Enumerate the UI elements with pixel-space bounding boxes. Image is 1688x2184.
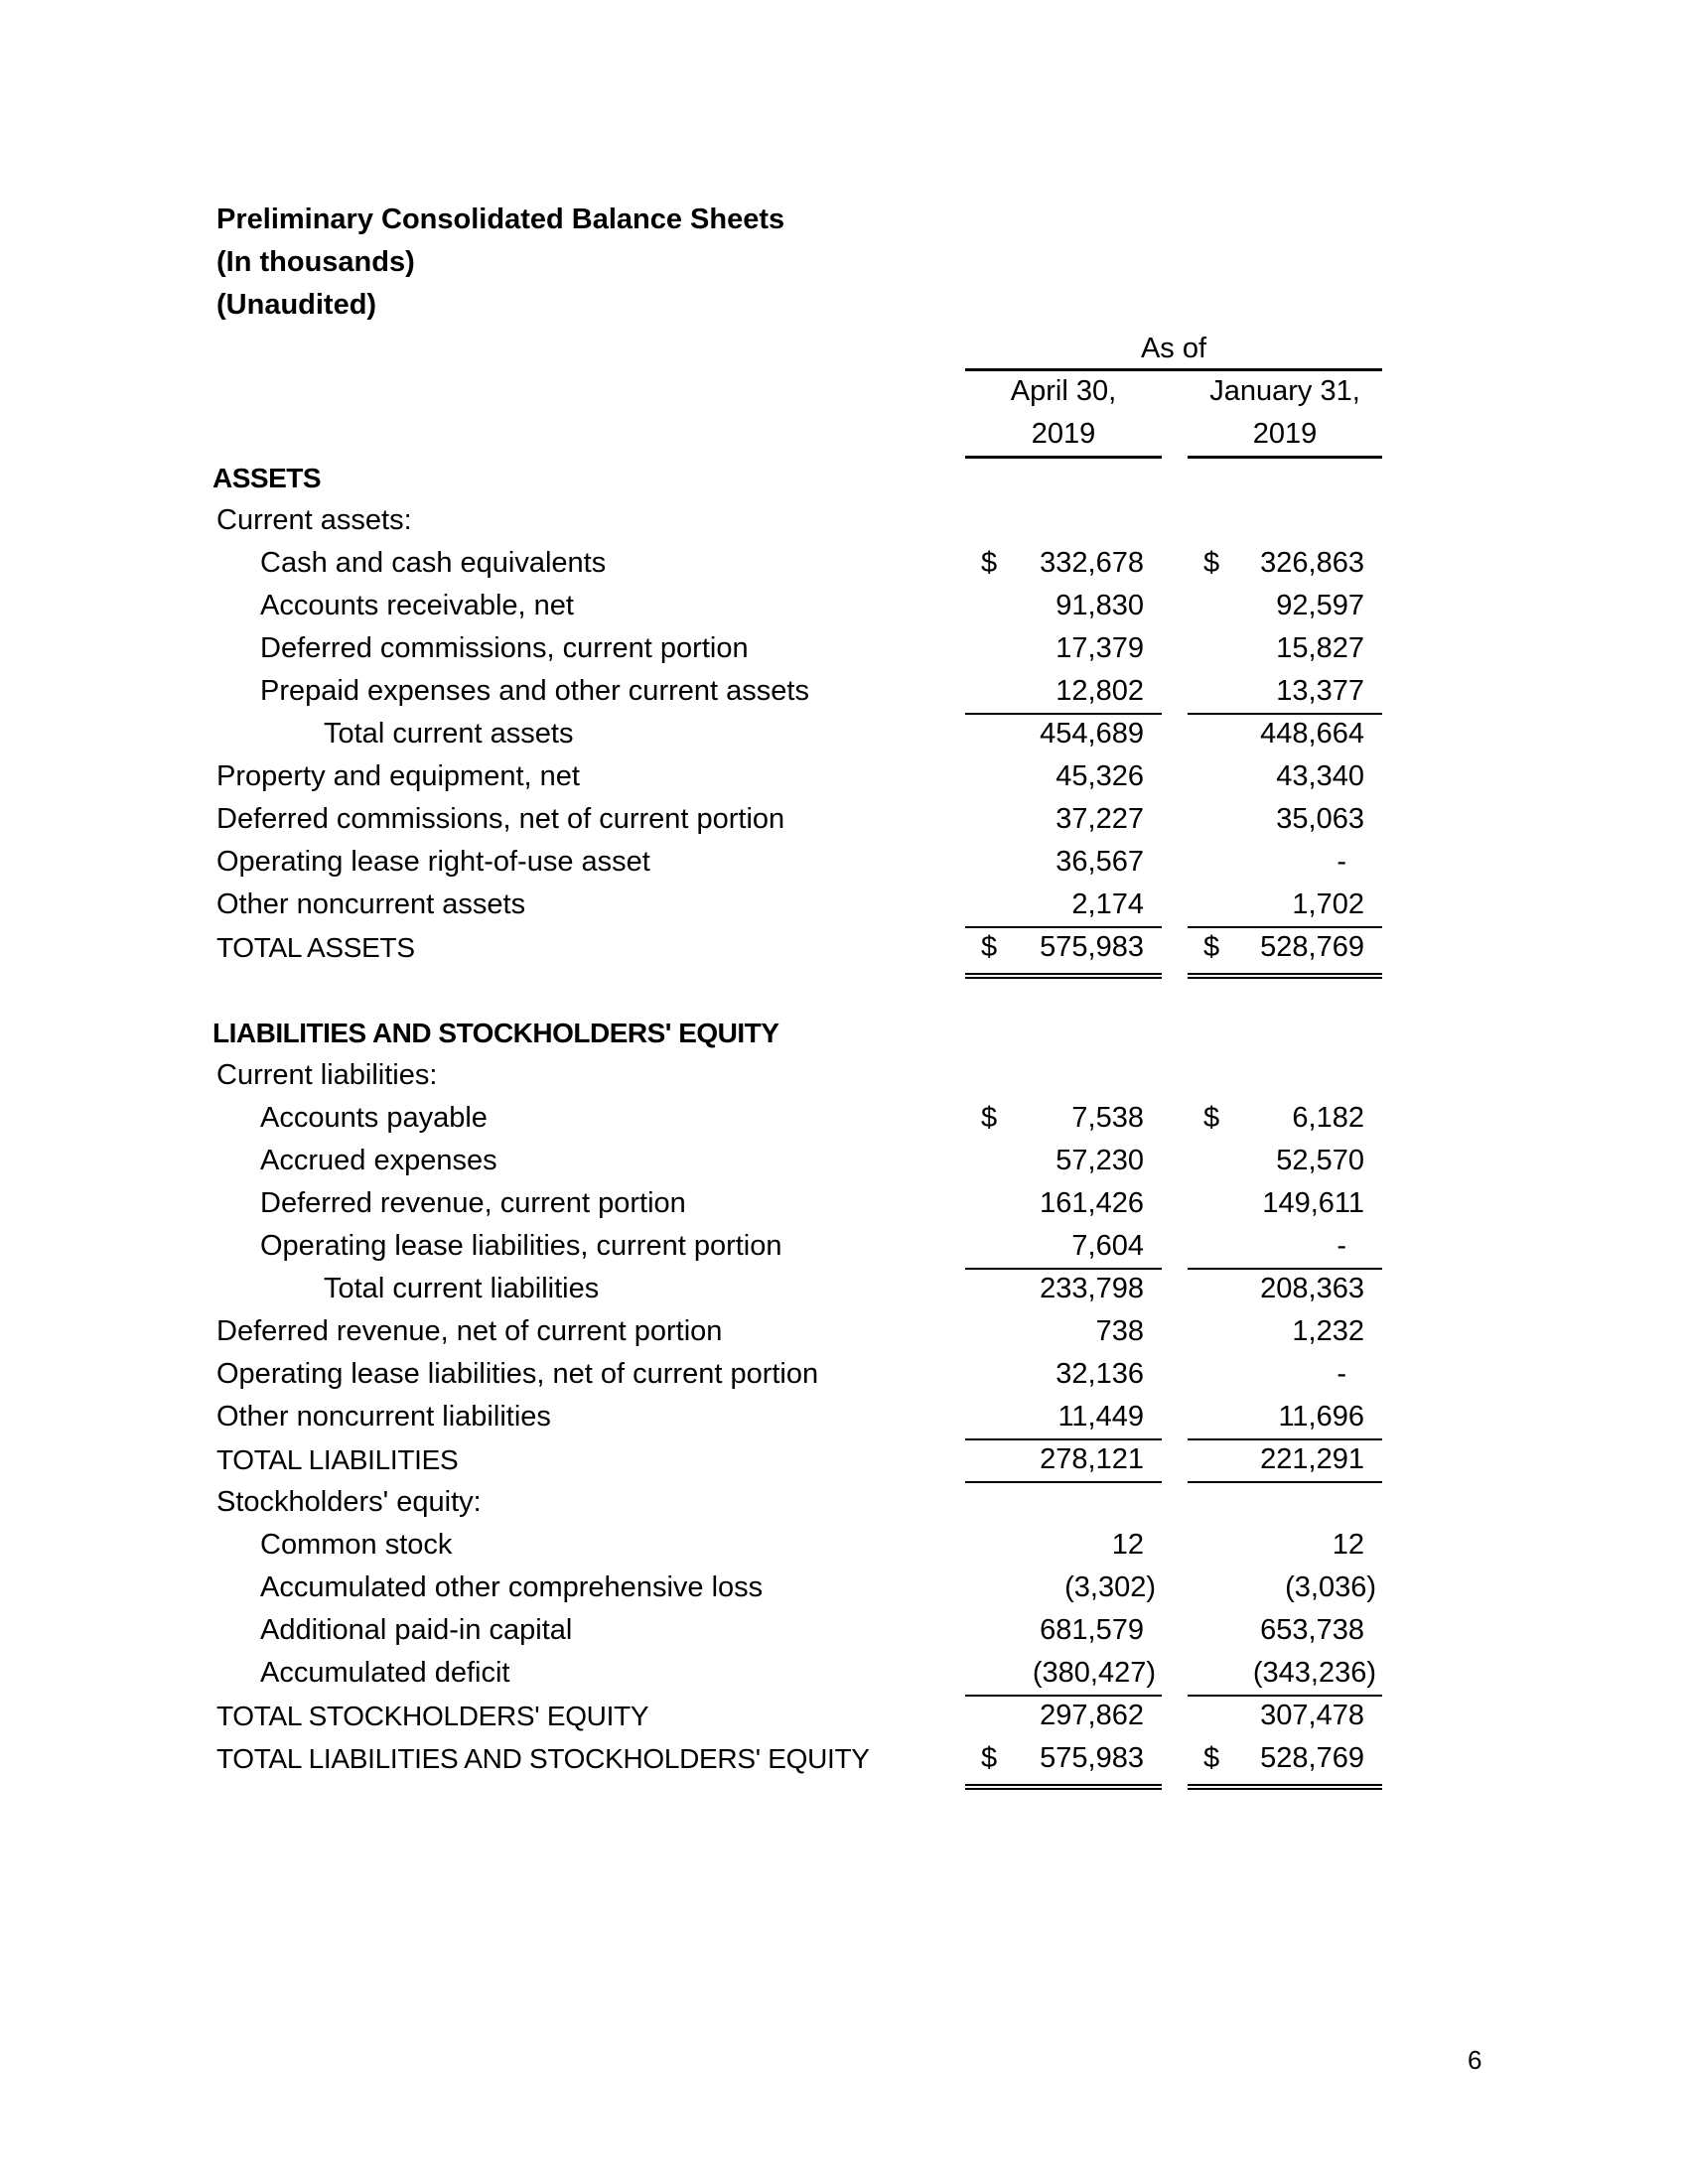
currency-symbol: $ — [1203, 1102, 1220, 1134]
amount: 52,570 — [1276, 1145, 1364, 1176]
row-label: Operating lease liabilities, current portion — [260, 1230, 782, 1262]
value-cell-january-2019 — [1188, 1438, 1382, 1483]
row-label: Total current liabilities — [324, 1273, 600, 1304]
value-cell-april-2019 — [965, 1438, 1162, 1483]
row-label: Common stock — [260, 1529, 453, 1561]
amount: 17,379 — [1055, 632, 1144, 664]
value-cell-january-2019 — [1188, 627, 1382, 670]
statement-title: Preliminary Consolidated Balance Sheets — [216, 204, 785, 235]
value-cell-april-2019 — [965, 542, 1162, 585]
row-label: Operating lease liabilities, net of current portion — [216, 1358, 819, 1390]
currency-symbol: $ — [981, 931, 998, 963]
amount: 91,830 — [1055, 590, 1144, 621]
amount: 35,063 — [1276, 803, 1364, 835]
currency-symbol: $ — [1203, 547, 1220, 579]
table-row — [0, 1695, 1688, 1737]
value-cell-january-2019 — [1188, 884, 1382, 928]
row-spacer — [0, 969, 1688, 1012]
value-cell-april-2019 — [965, 1268, 1162, 1310]
value-cell-january-2019 — [1188, 1609, 1382, 1652]
amount: 738 — [1095, 1315, 1144, 1347]
value-cell-january-2019 — [1188, 1353, 1382, 1396]
value-cell-january-2019 — [1188, 542, 1382, 585]
amount: 92,597 — [1276, 590, 1364, 621]
value-cell-april-2019 — [965, 1695, 1162, 1737]
amount: 57,230 — [1055, 1145, 1144, 1176]
amount: 1,232 — [1292, 1315, 1364, 1347]
table-row — [0, 585, 1688, 627]
value-cell-january-2019 — [1188, 1737, 1382, 1790]
row-label: Total current assets — [324, 718, 574, 750]
table-row — [0, 1268, 1688, 1310]
balance-sheet-table — [0, 457, 1688, 1780]
amount: 43,340 — [1276, 760, 1364, 792]
table-row — [0, 670, 1688, 713]
row-label: LIABILITIES AND STOCKHOLDERS' EQUITY — [212, 1018, 779, 1048]
table-row — [0, 1609, 1688, 1652]
amount: 448,664 — [1260, 718, 1364, 750]
row-label: Accounts receivable, net — [260, 590, 574, 621]
row-label: Property and equipment, net — [216, 760, 580, 792]
row-label: Deferred commissions, current portion — [260, 632, 749, 664]
value-cell-january-2019 — [1188, 585, 1382, 627]
row-label: TOTAL LIABILITIES — [216, 1444, 459, 1475]
row-label: Other noncurrent assets — [216, 888, 526, 920]
amount: 653,738 — [1260, 1614, 1364, 1646]
table-row — [0, 798, 1688, 841]
amount: (380,427) — [1032, 1657, 1156, 1689]
table-row — [0, 1524, 1688, 1567]
value-cell-april-2019 — [965, 713, 1162, 755]
table-row — [0, 1140, 1688, 1182]
value-cell-april-2019 — [965, 670, 1162, 715]
value-cell-april-2019 — [965, 798, 1162, 841]
column-header-line: January 31, — [1209, 375, 1360, 407]
amount: 6,182 — [1292, 1102, 1364, 1134]
amount: 36,567 — [1055, 846, 1144, 878]
value-cell-april-2019 — [965, 1652, 1162, 1697]
amount: 1,702 — [1292, 888, 1364, 920]
amount: 161,426 — [1040, 1187, 1144, 1219]
table-row — [0, 1353, 1688, 1396]
row-label: Current liabilities: — [216, 1059, 438, 1091]
value-cell-april-2019 — [965, 1396, 1162, 1440]
table-row — [0, 542, 1688, 585]
value-cell-april-2019 — [965, 1524, 1162, 1567]
value-cell-april-2019 — [965, 1609, 1162, 1652]
value-cell-january-2019 — [1188, 1140, 1382, 1182]
row-label: ASSETS — [212, 463, 322, 493]
row-label: Deferred revenue, current portion — [260, 1187, 686, 1219]
amount: 45,326 — [1055, 760, 1144, 792]
value-cell-january-2019 — [1188, 670, 1382, 715]
amount: 528,769 — [1260, 931, 1364, 963]
amount: - — [1336, 846, 1346, 878]
amount: 12 — [1332, 1529, 1364, 1561]
amount: 2,174 — [1071, 888, 1144, 920]
statement-units: (In thousands) — [216, 246, 415, 278]
table-row — [0, 1310, 1688, 1353]
column-header-line: April 30, — [1010, 375, 1117, 407]
amount: 278,121 — [1040, 1443, 1144, 1475]
amount: 233,798 — [1040, 1273, 1144, 1304]
row-label: Accounts payable — [260, 1102, 488, 1134]
value-cell-january-2019 — [1188, 841, 1382, 884]
row-label: TOTAL ASSETS — [216, 932, 415, 963]
table-row — [0, 1054, 1688, 1097]
row-label: Prepaid expenses and other current assets — [260, 675, 809, 707]
currency-symbol: $ — [981, 547, 998, 579]
statement-audit-status: (Unaudited) — [216, 289, 377, 321]
table-row — [0, 713, 1688, 755]
amount: 13,377 — [1276, 675, 1364, 707]
amount: - — [1336, 1358, 1346, 1390]
currency-symbol: $ — [1203, 931, 1220, 963]
column-header — [0, 328, 1688, 457]
table-row — [0, 1652, 1688, 1695]
row-label: Current assets: — [216, 504, 412, 536]
table-row — [0, 627, 1688, 670]
amount: 7,538 — [1071, 1102, 1144, 1134]
amount: 12 — [1111, 1529, 1144, 1561]
value-cell-january-2019 — [1188, 1695, 1382, 1737]
value-cell-january-2019 — [1188, 1524, 1382, 1567]
value-cell-april-2019 — [965, 1182, 1162, 1225]
table-row — [0, 926, 1688, 969]
amount: 37,227 — [1055, 803, 1144, 835]
row-label: Cash and cash equivalents — [260, 547, 607, 579]
value-cell-january-2019 — [1188, 1182, 1382, 1225]
section-header-row — [0, 1012, 1688, 1054]
row-label: Operating lease right-of-use asset — [216, 846, 650, 878]
amount: 12,802 — [1055, 675, 1144, 707]
table-row — [0, 499, 1688, 542]
amount: 221,291 — [1260, 1443, 1364, 1475]
value-cell-january-2019 — [1188, 1268, 1382, 1310]
amount: 297,862 — [1040, 1700, 1144, 1731]
value-cell-april-2019 — [965, 627, 1162, 670]
value-cell-april-2019 — [965, 585, 1162, 627]
column-header-line: 2019 — [1252, 418, 1318, 450]
value-cell-april-2019 — [965, 755, 1162, 798]
value-cell-april-2019 — [965, 1225, 1162, 1270]
table-row — [0, 1481, 1688, 1524]
amount: 454,689 — [1040, 718, 1144, 750]
amount: 15,827 — [1276, 632, 1364, 664]
amount: 208,363 — [1260, 1273, 1364, 1304]
row-label: Other noncurrent liabilities — [216, 1401, 551, 1433]
amount: 7,604 — [1071, 1230, 1144, 1262]
value-cell-april-2019 — [965, 1140, 1162, 1182]
currency-symbol: $ — [1203, 1742, 1220, 1774]
amount: 575,983 — [1040, 931, 1144, 963]
row-label: Accrued expenses — [260, 1145, 497, 1176]
table-row — [0, 1225, 1688, 1268]
amount: 681,579 — [1040, 1614, 1144, 1646]
section-header-row — [0, 457, 1688, 499]
amount: 32,136 — [1055, 1358, 1144, 1390]
value-cell-january-2019 — [1188, 1310, 1382, 1353]
table-row — [0, 1097, 1688, 1140]
table-row — [0, 841, 1688, 884]
value-cell-january-2019 — [1188, 1225, 1382, 1270]
value-cell-january-2019 — [1188, 1652, 1382, 1697]
row-label: TOTAL LIABILITIES AND STOCKHOLDERS' EQUITY — [216, 1743, 870, 1774]
value-cell-january-2019 — [1188, 1097, 1382, 1140]
table-row — [0, 1182, 1688, 1225]
amount: 326,863 — [1260, 547, 1364, 579]
table-row — [0, 1567, 1688, 1609]
table-row — [0, 1737, 1688, 1780]
amount: 11,696 — [1278, 1401, 1364, 1433]
value-cell-april-2019 — [965, 1737, 1162, 1790]
row-label: Deferred commissions, net of current portion — [216, 803, 785, 835]
row-label: Accumulated other comprehensive loss — [260, 1571, 764, 1603]
value-cell-april-2019 — [965, 1567, 1162, 1609]
table-row — [0, 884, 1688, 926]
amount: 11,449 — [1057, 1401, 1144, 1433]
amount: (343,236) — [1252, 1657, 1376, 1689]
value-cell-april-2019 — [965, 1097, 1162, 1140]
amount: 528,769 — [1260, 1742, 1364, 1774]
value-cell-january-2019 — [1188, 755, 1382, 798]
as-of-label: As of — [1140, 333, 1207, 364]
currency-symbol: $ — [981, 1102, 998, 1134]
table-row — [0, 755, 1688, 798]
row-label: Deferred revenue, net of current portion — [216, 1315, 723, 1347]
amount: 332,678 — [1040, 547, 1144, 579]
column-header-april-2019 — [965, 370, 1162, 459]
amount: 575,983 — [1040, 1742, 1144, 1774]
currency-symbol: $ — [981, 1742, 998, 1774]
row-label: TOTAL STOCKHOLDERS' EQUITY — [216, 1701, 649, 1731]
amount: - — [1336, 1230, 1346, 1262]
value-cell-april-2019 — [965, 1353, 1162, 1396]
value-cell-january-2019 — [1188, 713, 1382, 755]
row-label: Additional paid-in capital — [260, 1614, 573, 1646]
table-row — [0, 1438, 1688, 1481]
table-row — [0, 1396, 1688, 1438]
page-number: 6 — [1468, 2045, 1482, 2075]
column-header-line: 2019 — [1031, 418, 1096, 450]
column-header-january-2019 — [1188, 370, 1382, 459]
row-label: Accumulated deficit — [260, 1657, 510, 1689]
value-cell-january-2019 — [1188, 1567, 1382, 1609]
value-cell-january-2019 — [1188, 798, 1382, 841]
row-label: Stockholders' equity: — [216, 1486, 482, 1518]
value-cell-april-2019 — [965, 841, 1162, 884]
value-cell-april-2019 — [965, 884, 1162, 928]
amount: 149,611 — [1262, 1187, 1364, 1219]
amount: (3,302) — [1064, 1571, 1156, 1603]
statement-heading — [216, 199, 784, 327]
amount: (3,036) — [1285, 1571, 1376, 1603]
amount: 307,478 — [1260, 1700, 1364, 1731]
value-cell-april-2019 — [965, 1310, 1162, 1353]
value-cell-january-2019 — [1188, 1396, 1382, 1440]
